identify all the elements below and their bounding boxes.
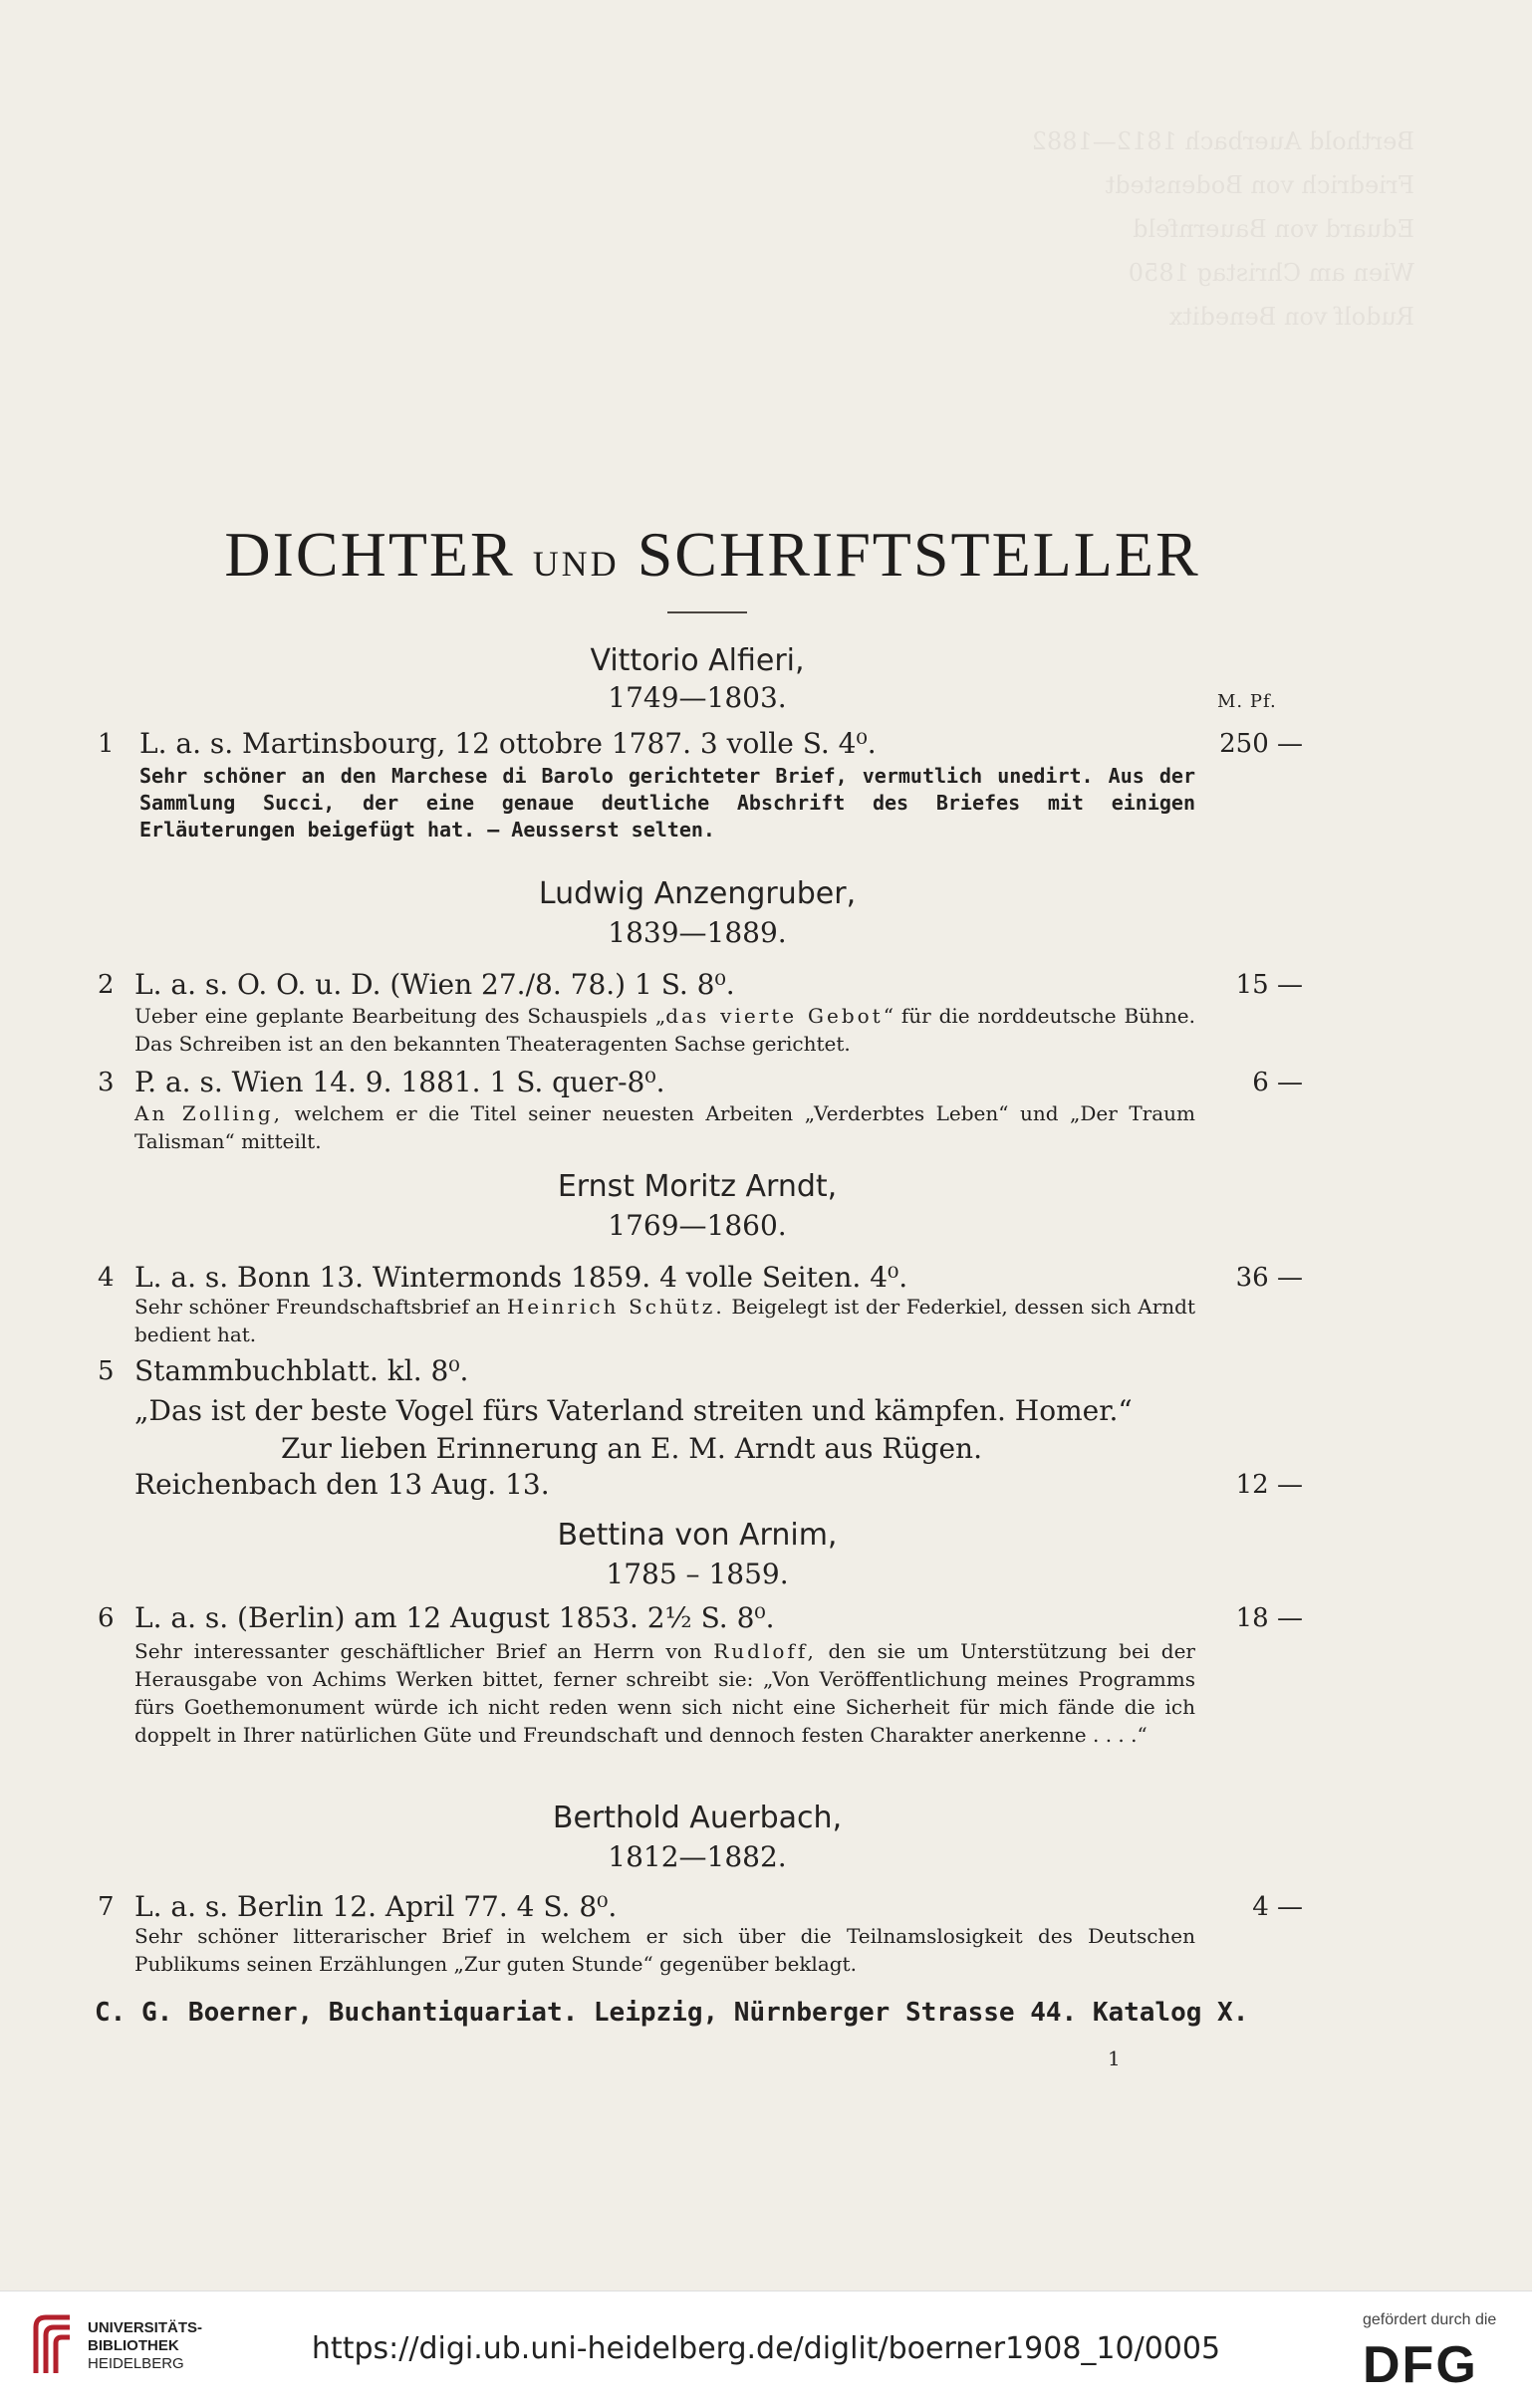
item-number: 5 [98, 1356, 115, 1386]
item-number: 2 [98, 970, 115, 1000]
item-description: Sehr schöner an den Marchese di Barolo gerichteter Brief, vermutlich unedirt. Aus der Sammlung Succi, der eine genaue deutliche Abschrift des Briefes mit einigen Erläuterungen beigefügt hat. — Aeusserst selten. [139, 764, 1195, 842]
item-line: P. a. s. Wien 14. 9. 1881. 1 S. quer-8⁰. [134, 1066, 665, 1098]
item-price: 4 — [1252, 1892, 1303, 1922]
item-price: 12 — [1235, 1470, 1303, 1500]
author-years: 1785 – 1859. [606, 1558, 789, 1590]
stammbuch-dedication: Zur lieben Erinnerung an E. M. Arndt aus Rügen. [281, 1432, 982, 1465]
item-description: Ueber eine geplante Bearbeitung des Schauspiels „das vierte Gebot“ für die norddeutsche Bühne. Das Schreiben ist an den bekannten Theateragenten Sachse gerichtet. [134, 1004, 1195, 1056]
bleed-through-texture: Berthold Auerbach 1812—1882 Friedrich von Bodenstedt Eduard von Bauernfeld Wien am Christag 1850 Rudolf von Beneditx [1031, 127, 1414, 331]
author-years: 1749—1803. [608, 681, 787, 714]
permalink-url[interactable]: https://digi.ub.uni-heidelberg.de/diglit/boerner1908_10/0005 [311, 2331, 1221, 2366]
item-line: L. a. s. Martinsbourg, 12 ottobre 1787. 3 volle S. 4⁰. [139, 727, 877, 760]
author-heading: Berthold Auerbach, [552, 1801, 843, 1835]
university-library-name[interactable]: UNIVERSITÄTS- BIBLIOTHEK HEIDELBERG [88, 2319, 203, 2372]
item-line: L. a. s. Berlin 12. April 77. 4 S. 8⁰. [134, 1890, 618, 1923]
page-number: 1 [1108, 2047, 1121, 2070]
item-price: 6 — [1252, 1068, 1303, 1097]
item-line: L. a. s. Bonn 13. Wintermonds 1859. 4 volle Seiten. 4⁰. [134, 1261, 908, 1294]
stammbuch-quote: „Das ist der beste Vogel fürs Vaterland streiten und kämpfen. Homer.“ [134, 1394, 1133, 1427]
item-line: L. a. s. O. O. u. D. (Wien 27./8. 78.) 1 S. 8⁰. [134, 968, 735, 1001]
item-line: Stammbuchblatt. kl. 8⁰. [134, 1354, 469, 1387]
item-description: An Zolling, welchem er die Titel seiner neuesten Arbeiten „Verderbtes Leben“ und „Der Traum Talisman“ mitteilt. [134, 1101, 1195, 1153]
item-number: 4 [98, 1263, 115, 1293]
item-description: Sehr interessanter geschäftlicher Brief an Herrn von Rudloff, den sie um Unterstützung bei der Herausgabe von Achims Werken bittet, ferner schreibt sie: „Von Veröffentlichung meines Programms fürs Goethemonument würde ich nicht reden wenn sich nicht eine Sicherheit für mich fände die ich doppelt in Ihrer natürlichen Güte und Freundschaft und dennoch festen Charakter anerkenne . . . .“ [134, 1639, 1195, 1747]
author-years: 1769—1860. [608, 1209, 787, 1242]
item-description: Sehr schöner Freundschaftsbrief an Heinrich Schütz. Beigelegt ist der Federkiel, dessen sich Arndt bedient hat. [134, 1295, 1196, 1346]
item-price: 15 — [1235, 970, 1303, 1000]
item-price: 36 — [1235, 1263, 1303, 1293]
catalog-footer: C. G. Boerner, Buchantiquariat. Leipzig, Nürnberger Strasse 44. Katalog X. [95, 1998, 1249, 2028]
currency-header: M. Pf. [1217, 691, 1277, 712]
author-heading: Ernst Moritz Arndt, [557, 1169, 838, 1204]
stammbuch-place-date: Reichenbach den 13 Aug. 13. [134, 1468, 550, 1501]
author-heading: Vittorio Alfieri, [590, 643, 805, 678]
author-heading: Ludwig Anzengruber, [538, 876, 857, 911]
funding-label: gefördert durch die [1363, 2311, 1497, 2328]
title-divider [667, 611, 747, 613]
item-number: 7 [98, 1892, 115, 1922]
dfg-logo[interactable]: DFG [1363, 2336, 1478, 2394]
item-number: 3 [98, 1068, 115, 1097]
item-number: 6 [98, 1603, 115, 1633]
author-heading: Bettina von Arnim, [557, 1518, 838, 1553]
item-number: 1 [98, 729, 115, 759]
author-years: 1839—1889. [608, 916, 787, 949]
item-description: Sehr schöner litterarischer Brief in welchem er sich über die Teilnamslosigkeit des Deutschen Publikums seinen Erzählungen „Zur guten Stunde“ gegenüber beklagt. [134, 1924, 1195, 1976]
item-price: 250 — [1219, 729, 1303, 759]
item-line: L. a. s. (Berlin) am 12 August 1853. 2½ S. 8⁰. [134, 1601, 775, 1634]
item-price: 18 — [1235, 1603, 1303, 1633]
author-years: 1812—1882. [608, 1840, 787, 1873]
viewer-bottom-bar [0, 2290, 1532, 2408]
page-title: DICHTER UND SCHRIFTSTELLER [224, 519, 1200, 590]
